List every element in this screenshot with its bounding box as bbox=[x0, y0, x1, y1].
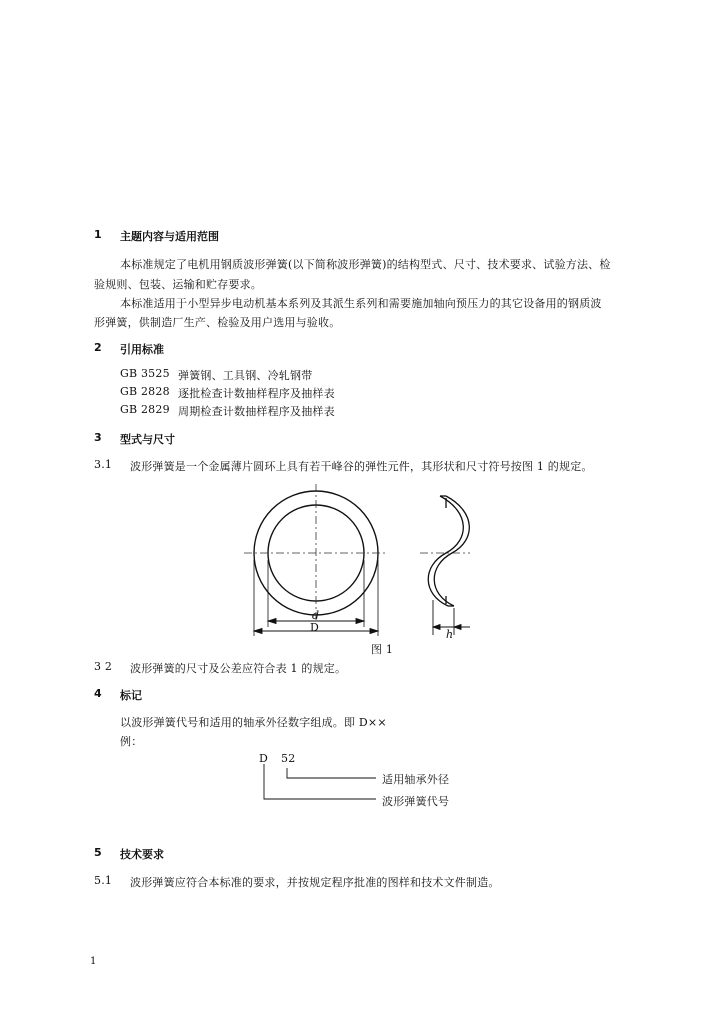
marking-code-letter: D bbox=[259, 752, 269, 765]
marking-code-number: 52 bbox=[281, 752, 296, 765]
section-1-para-1-line-2: 验规则、包装、运输和贮存要求。 bbox=[94, 278, 262, 291]
section-3-number: 3 bbox=[94, 431, 102, 444]
section-3-title: 型式与尺寸 bbox=[120, 433, 175, 446]
label-bearing-outer-diameter: 适用轴承外径 bbox=[382, 773, 450, 786]
section-4-title: 标记 bbox=[120, 689, 142, 702]
section-1-para-1-line-1: 本标准规定了电机用钢质波形弹簧(以下简称波形弹簧)的结构型式、尺寸、技术要求、试验方法、检 bbox=[120, 258, 611, 271]
label-h: h bbox=[446, 628, 454, 641]
section-5-number: 5 bbox=[94, 846, 102, 859]
label-D: D bbox=[310, 621, 320, 634]
section-4-number: 4 bbox=[94, 687, 102, 700]
clause-3-2-text: 波形弹簧的尺寸及公差应符合表 1 的规定。 bbox=[130, 662, 347, 675]
label-spring-code: 波形弹簧代号 bbox=[382, 795, 450, 808]
section-2-number: 2 bbox=[94, 341, 102, 354]
reference-name: 逐批检查计数抽样程序及抽样表 bbox=[178, 387, 335, 400]
clause-5-1-number: 5.1 bbox=[94, 874, 113, 887]
section-5-title: 技术要求 bbox=[120, 848, 164, 861]
section-1-para-2-line-2: 形弹簧，供制造厂生产、检验及用户选用与验收。 bbox=[94, 316, 341, 329]
example-label: 例： bbox=[120, 735, 143, 748]
clause-3-2-number: 3 2 bbox=[94, 660, 113, 673]
page-number: 1 bbox=[90, 956, 97, 967]
section-1-para-2-line-1: 本标准适用于小型异步电动机基本系列及其派生系列和需要施加轴向预压力的其它设备用的钢质波 bbox=[120, 297, 602, 310]
reference-code: GB 2829 bbox=[120, 403, 170, 416]
section-1-title: 主题内容与适用范围 bbox=[120, 230, 219, 243]
clause-3-1-number: 3.1 bbox=[94, 458, 113, 471]
reference-code: GB 3525 bbox=[120, 367, 170, 380]
reference-name: 弹簧钢、工具钢、冷轧钢带 bbox=[178, 369, 313, 382]
section-1-number: 1 bbox=[94, 228, 102, 241]
section-2-title: 引用标准 bbox=[120, 343, 164, 356]
clause-5-1-text: 波形弹簧应符合本标准的要求，并按规定程序批准的图样和技术文件制造。 bbox=[130, 876, 500, 889]
label-d: d bbox=[312, 609, 320, 622]
marking-rule: 以波形弹簧代号和适用的轴承外径数字组成。即 D×× bbox=[120, 716, 387, 729]
figure-caption: 图 1 bbox=[371, 643, 394, 656]
clause-3-1-text: 波形弹簧是一个金属薄片圆环上具有若干峰谷的弹性元件，其形状和尺寸符号按图 1 的规定。 bbox=[130, 460, 593, 473]
reference-name: 周期检查计数抽样程序及抽样表 bbox=[178, 405, 335, 418]
reference-code: GB 2828 bbox=[120, 385, 170, 398]
